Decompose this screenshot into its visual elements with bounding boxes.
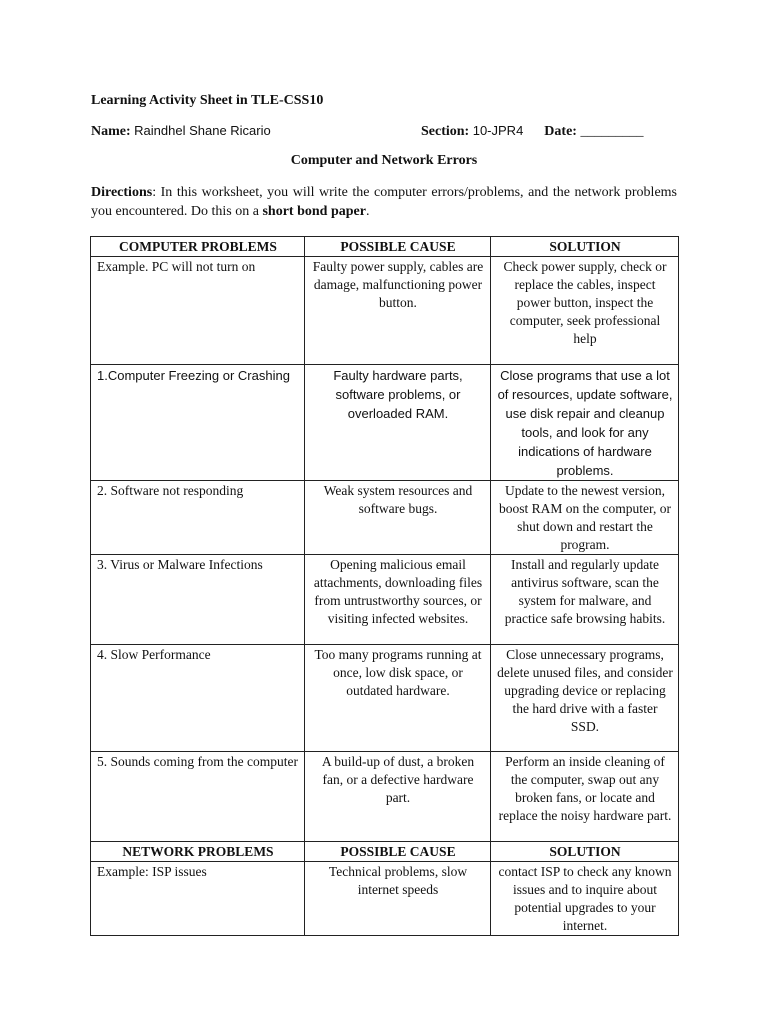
header-cell: NETWORK PROBLEMS xyxy=(91,842,305,862)
problem-cell: 3. Virus or Malware Infections xyxy=(91,555,305,645)
solution-cell: Check power supply, check or replace the cables, inspect power button, inspect the computer, seek professional help xyxy=(491,257,679,365)
problem-cell: 4. Slow Performance xyxy=(91,645,305,752)
problems-table xyxy=(90,236,679,936)
section-label: Section: xyxy=(421,124,470,139)
directions-label: Directions xyxy=(91,185,153,200)
cause-cell: Weak system resources and software bugs. xyxy=(305,481,491,555)
cause-cell: Faulty hardware parts, software problems, or overloaded RAM. xyxy=(305,365,491,481)
directions-emphasis: short bond paper xyxy=(262,204,366,219)
date-blank: _________ xyxy=(580,124,644,139)
solution-cell: Update to the newest version, boost RAM on the computer, or shut down and restart the program. xyxy=(491,481,679,555)
document-heading: Computer and Network Errors xyxy=(290,153,478,168)
header-cell: POSSIBLE CAUSE xyxy=(305,842,491,862)
cause-cell: Faulty power supply, cables are damage, malfunctioning power button. xyxy=(305,257,491,365)
table-row xyxy=(91,862,679,936)
section-value: 10-JPR4 xyxy=(472,123,524,138)
directions-text: : In this worksheet, you will write the computer errors/problems, and the network problems you encountered. Do this on a xyxy=(91,185,677,219)
cause-cell: A build-up of dust, a broken fan, or a defective hardware part. xyxy=(305,752,491,842)
table-row xyxy=(91,365,679,481)
header-cell: SOLUTION xyxy=(491,842,679,862)
problem-cell: 2. Software not responding xyxy=(91,481,305,555)
student-info-row xyxy=(91,123,644,140)
solution-cell: contact ISP to check any known issues and to inquire about potential upgrades to your internet. xyxy=(491,862,679,936)
date-label: Date: xyxy=(544,124,577,139)
table-row xyxy=(91,752,679,842)
cause-cell: Technical problems, slow internet speeds xyxy=(305,862,491,936)
sheet-title: Learning Activity Sheet in TLE-CSS10 xyxy=(91,93,324,108)
directions-end: . xyxy=(365,204,370,219)
network-header-row xyxy=(91,842,679,862)
solution-cell: Close unnecessary programs, delete unused files, and consider upgrading device or replacing the hard drive with a faster SSD. xyxy=(491,645,679,752)
computer-header-row xyxy=(91,237,679,257)
table-row xyxy=(91,481,679,555)
solution-cell: Close programs that use a lot of resources, update software, use disk repair and cleanup tools, and look for any indications of hardware problems. xyxy=(491,365,679,481)
table-row xyxy=(91,257,679,365)
table-row xyxy=(91,645,679,752)
cause-cell: Too many programs running at once, low disk space, or outdated hardware. xyxy=(305,645,491,752)
problem-cell: 1.Computer Freezing or Crashing xyxy=(91,365,305,481)
header-cell: SOLUTION xyxy=(491,237,679,257)
solution-cell: Perform an inside cleaning of the computer, swap out any broken fans, or locate and replace the noisy hardware part. xyxy=(491,752,679,842)
header-cell: COMPUTER PROBLEMS xyxy=(91,237,305,257)
section-group xyxy=(421,123,643,140)
problem-cell: Example: ISP issues xyxy=(91,862,305,936)
name-label: Name: xyxy=(91,124,131,139)
problem-cell: Example. PC will not turn on xyxy=(91,257,305,365)
solution-cell: Install and regularly update antivirus software, scan the system for malware, and practice safe browsing habits. xyxy=(491,555,679,645)
header-cell: POSSIBLE CAUSE xyxy=(305,237,491,257)
problem-cell: 5. Sounds coming from the computer xyxy=(91,752,305,842)
cause-cell: Opening malicious email attachments, downloading files from untrustworthy sources, or visiting infected websites. xyxy=(305,555,491,645)
directions-paragraph xyxy=(91,183,677,221)
name-value: Raindhel Shane Ricario xyxy=(134,123,271,138)
table-row xyxy=(91,555,679,645)
